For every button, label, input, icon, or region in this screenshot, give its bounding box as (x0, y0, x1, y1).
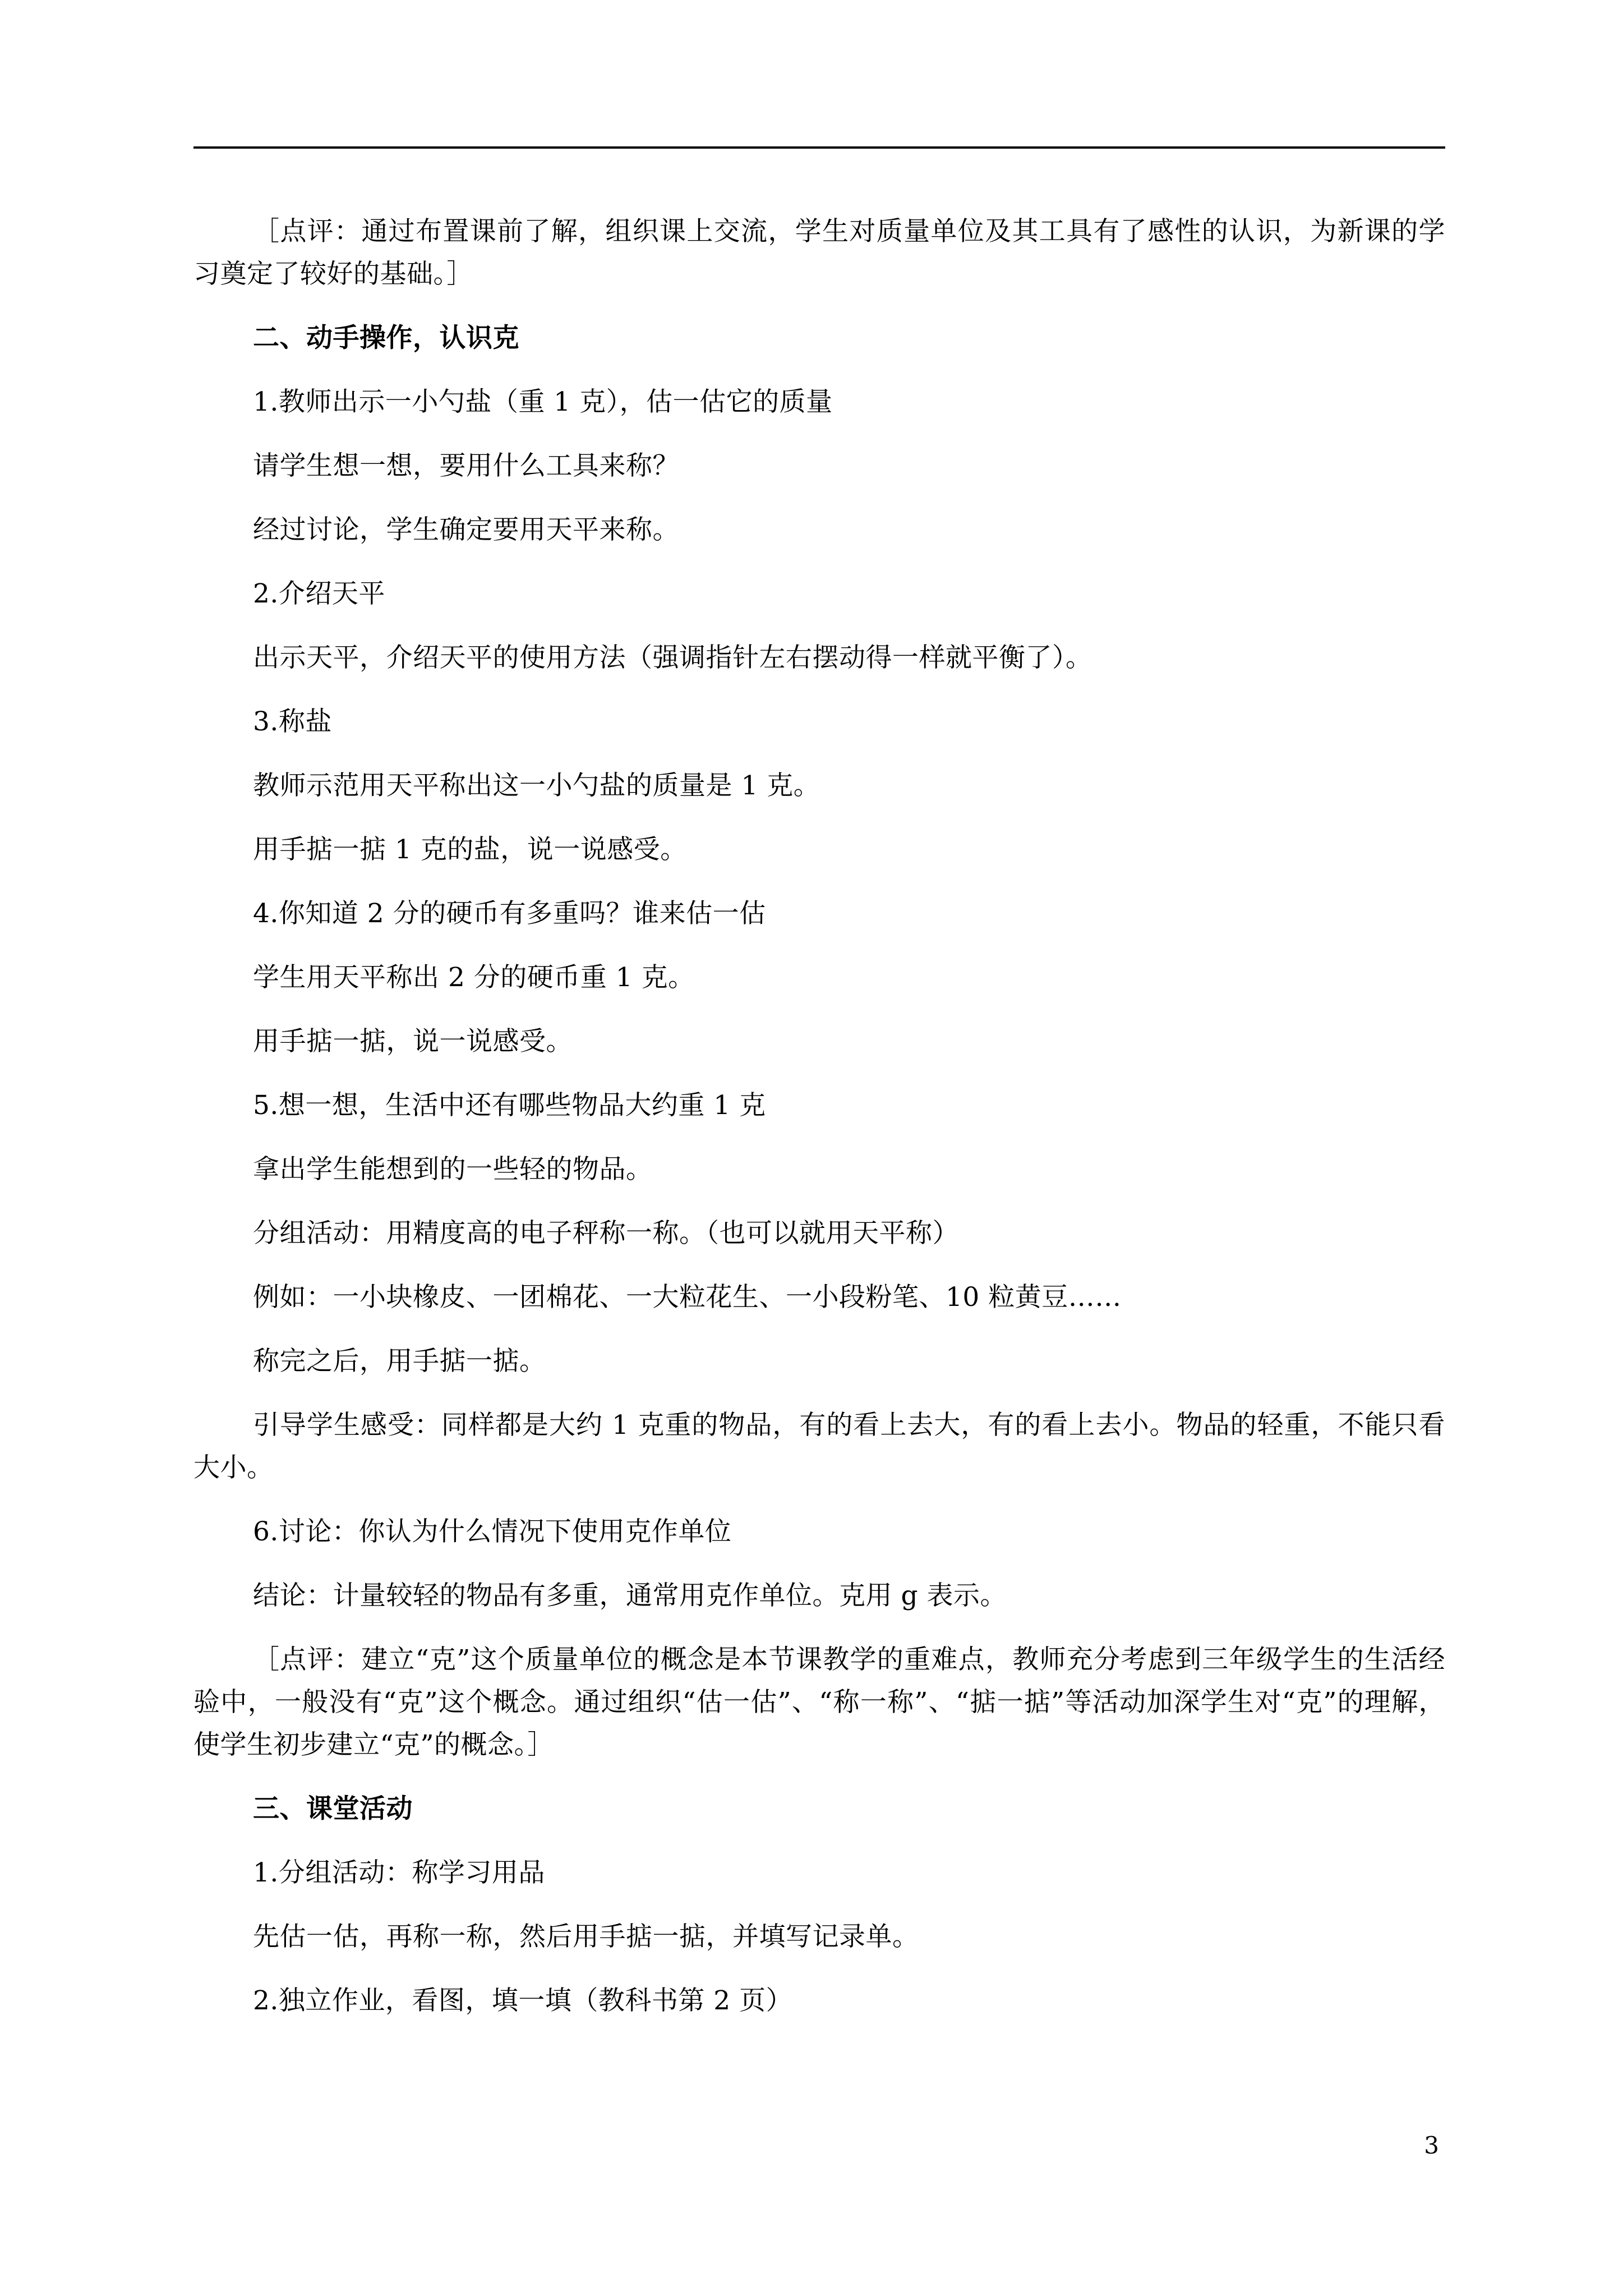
page-number: 3 (1424, 2132, 1439, 2159)
text-line: 1.教师出示一小勺盐（重 1 克），估一估它的质量 (253, 386, 833, 417)
text-line: 1.分组活动：称学习用品 (253, 1857, 545, 1888)
text-line: 3.称盐 (253, 706, 332, 737)
text-line: 学生用天平称出 2 分的硬币重 1 克。 (253, 962, 695, 993)
text-line: 2.独立作业，看图，填一填（教科书第 2 页） (253, 1985, 793, 2016)
comment-paragraph: ［点评：建立“克”这个质量单位的概念是本节课教学的重难点，教师充分考虑到三年级学生的生活经验中，一般没有“克”这个概念。通过组织“估一估”、“称一称”、“掂一掂”等活动加深学生对“克”的理解，使学生初步建立“克”的概念。］ (193, 1644, 1445, 1760)
text-line: 经过讨论，学生确定要用天平来称。 (253, 514, 679, 545)
comment-paragraph: ［点评：通过布置课前了解，组织课上交流，学生对质量单位及其工具有了感性的认识，为新课的学习奠定了较好的基础。］ (193, 216, 1445, 289)
text-line: 拿出学生能想到的一些轻的物品。 (253, 1154, 653, 1185)
text-line: 分组活动：用精度高的电子秤称一称。（也可以就用天平称） (253, 1218, 959, 1249)
section-heading: 二、动手操作，认识克 (253, 323, 519, 353)
page-body (193, 210, 1445, 2044)
text-line: 6.讨论：你认为什么情况下使用克作单位 (253, 1516, 732, 1547)
text-line: 结论：计量较轻的物品有多重，通常用克作单位。克用 g 表示。 (253, 1580, 1007, 1611)
text-line: 用手掂一掂 1 克的盐，说一说感受。 (253, 834, 687, 865)
text-line: 先估一估，再称一称，然后用手掂一掂，并填写记录单。 (253, 1921, 919, 1952)
text-line: 出示天平，介绍天平的使用方法（强调指针左右摆动得一样就平衡了）。 (253, 642, 1092, 673)
section-heading: 三、课堂活动 (253, 1793, 413, 1824)
text-line: 请学生想一想，要用什么工具来称？ (253, 450, 679, 481)
text-line: 用手掂一掂，说一说感受。 (253, 1026, 573, 1057)
text-line: 5.想一想，生活中还有哪些物品大约重 1 克 (253, 1090, 766, 1121)
header-rule (193, 146, 1445, 149)
text-line: 2.介绍天平 (253, 578, 385, 609)
text-line: 例如：一小块橡皮、一团棉花、一大粒花生、一小段粉笔、10 粒黄豆…… (253, 1282, 1122, 1313)
text-line: 教师示范用天平称出这一小勺盐的质量是 1 克。 (253, 770, 820, 801)
text-paragraph: 引导学生感受：同样都是大约 1 克重的物品，有的看上去大，有的看上去小。物品的轻重，不能只看大小。 (193, 1410, 1445, 1483)
text-line: 4.你知道 2 分的硬币有多重吗？谁来估一估 (253, 898, 766, 929)
text-line: 称完之后，用手掂一掂。 (253, 1346, 546, 1377)
